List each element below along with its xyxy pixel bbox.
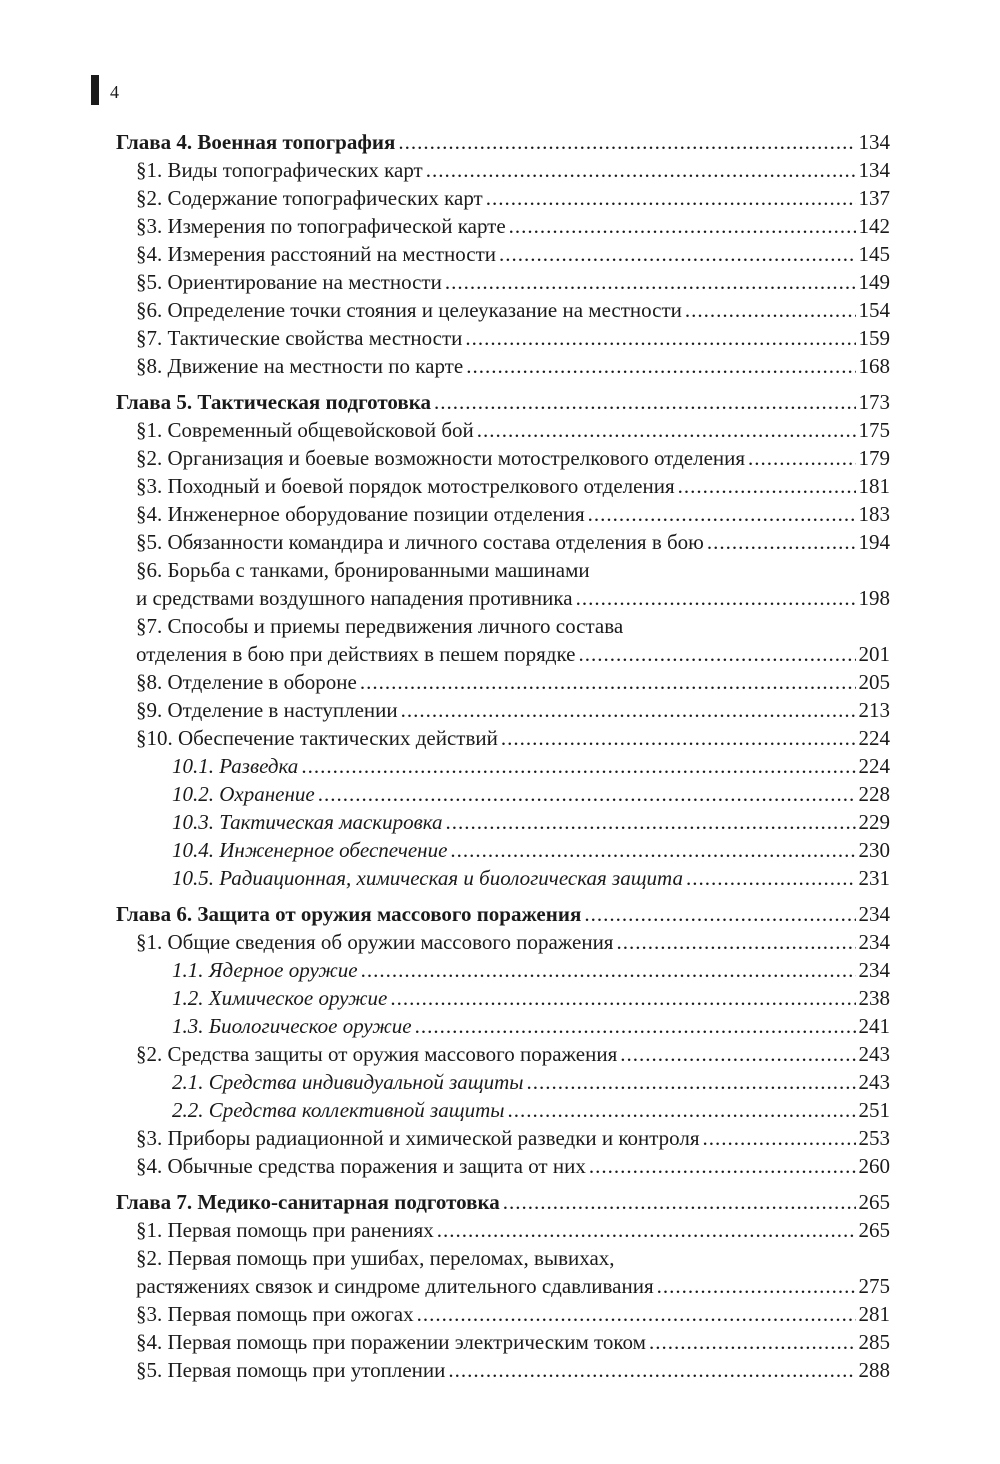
toc-entry-title: §4. Первая помощь при поражении электрическим током bbox=[136, 1330, 646, 1354]
toc-entry-title: Глава 7. Медико-санитарная подготовка bbox=[116, 1190, 500, 1214]
toc-entry-title: Глава 5. Тактическая подготовка bbox=[116, 390, 431, 414]
toc-dot-leader bbox=[398, 128, 855, 156]
toc-chapter-entry[interactable] bbox=[116, 900, 890, 928]
toc-entry-title: §3. Приборы радиационной и химической разведки и контроля bbox=[136, 1126, 700, 1150]
page-marker-bar bbox=[91, 75, 99, 105]
toc-section-entry[interactable] bbox=[116, 612, 890, 640]
toc-page-number: 159 bbox=[858, 326, 890, 350]
toc-section-entry[interactable] bbox=[116, 184, 890, 212]
toc-page-number: 238 bbox=[858, 986, 890, 1010]
toc-dot-leader bbox=[434, 388, 856, 416]
toc-page-number: 234 bbox=[858, 930, 890, 954]
toc-section-entry[interactable] bbox=[116, 556, 890, 584]
toc-dot-leader bbox=[448, 1356, 855, 1384]
toc-dot-leader bbox=[361, 956, 856, 984]
toc-section-entry[interactable] bbox=[116, 500, 890, 528]
toc-page-number: 224 bbox=[858, 726, 890, 750]
toc-chapter-entry[interactable] bbox=[116, 388, 890, 416]
toc-chapter-entry[interactable] bbox=[116, 128, 890, 156]
toc-section-entry[interactable] bbox=[116, 352, 890, 380]
table-of-contents bbox=[116, 128, 890, 1384]
toc-dot-leader bbox=[450, 836, 855, 864]
toc-dot-leader bbox=[707, 528, 856, 556]
toc-dot-leader bbox=[509, 212, 856, 240]
toc-dot-leader bbox=[507, 1096, 855, 1124]
toc-section-entry[interactable] bbox=[116, 640, 890, 668]
toc-page-number: 251 bbox=[858, 1098, 890, 1122]
toc-dot-leader bbox=[437, 1216, 856, 1244]
toc-page-number: 265 bbox=[858, 1190, 890, 1214]
toc-section-entry[interactable] bbox=[116, 324, 890, 352]
toc-dot-leader bbox=[301, 752, 855, 780]
toc-section-entry[interactable] bbox=[116, 584, 890, 612]
toc-entry-title: §3. Походный и боевой порядок мотострелкового отделения bbox=[136, 474, 675, 498]
toc-entry-title: §1. Общие сведения об оружии массового поражения bbox=[136, 930, 614, 954]
toc-entry-title: §5. Ориентирование на местности bbox=[136, 270, 442, 294]
toc-entry-title: Глава 4. Военная топография bbox=[116, 130, 396, 154]
toc-entry-title: §10. Обеспечение тактических действий bbox=[136, 726, 498, 750]
toc-dot-leader bbox=[576, 584, 856, 612]
toc-entry-title: §4. Измерения расстояний на местности bbox=[136, 242, 497, 266]
toc-dot-leader bbox=[465, 324, 855, 352]
toc-dot-leader bbox=[616, 928, 855, 956]
toc-page-number: 228 bbox=[858, 782, 890, 806]
toc-entry-title: растяжениях связок и синдроме длительного сдавливания bbox=[136, 1274, 654, 1298]
toc-section-entry[interactable] bbox=[116, 724, 890, 752]
toc-dot-leader bbox=[466, 352, 855, 380]
toc-page-number: 213 bbox=[858, 698, 890, 722]
toc-section-entry[interactable] bbox=[116, 1216, 890, 1244]
toc-entry-title: 10.4. Инженерное обеспечение bbox=[172, 838, 448, 862]
toc-section-entry[interactable] bbox=[116, 416, 890, 444]
toc-page-number: 137 bbox=[858, 186, 890, 210]
toc-entry-title: §3. Измерения по топографической карте bbox=[136, 214, 506, 238]
toc-subsection-entry[interactable] bbox=[116, 780, 890, 808]
toc-subsection-entry[interactable] bbox=[116, 864, 890, 892]
toc-page-number: 142 bbox=[858, 214, 890, 238]
toc-entry-title: 1.2. Химическое оружие bbox=[172, 986, 388, 1010]
toc-dot-leader bbox=[620, 1040, 855, 1068]
toc-page-number: 243 bbox=[858, 1042, 890, 1066]
toc-entry-title: и средствами воздушного нападения противника bbox=[136, 586, 573, 610]
toc-entry-title: §5. Обязанности командира и личного состава отделения в бою bbox=[136, 530, 704, 554]
toc-section-entry[interactable] bbox=[116, 212, 890, 240]
toc-page-number: 183 bbox=[858, 502, 890, 526]
toc-dot-leader bbox=[657, 1272, 856, 1300]
toc-dot-leader bbox=[318, 780, 856, 808]
toc-section-entry[interactable] bbox=[116, 528, 890, 556]
toc-page-number: 168 bbox=[858, 354, 890, 378]
toc-entry-title: §1. Первая помощь при ранениях bbox=[136, 1218, 434, 1242]
toc-page-number: 198 bbox=[858, 586, 890, 610]
toc-entry-title: 1.1. Ядерное оружие bbox=[172, 958, 358, 982]
toc-page-number: 234 bbox=[858, 958, 890, 982]
toc-entry-title: §2. Средства защиты от оружия массового поражения bbox=[136, 1042, 618, 1066]
toc-dot-leader bbox=[649, 1328, 856, 1356]
toc-dot-leader bbox=[426, 156, 856, 184]
toc-dot-leader bbox=[584, 900, 855, 928]
toc-section-entry[interactable] bbox=[116, 1124, 890, 1152]
toc-page-number: 275 bbox=[858, 1274, 890, 1298]
toc-page-number: 229 bbox=[858, 810, 890, 834]
toc-section-entry[interactable] bbox=[116, 1328, 890, 1356]
toc-entry-title: §6. Борьба с танками, бронированными машинами bbox=[136, 558, 590, 582]
toc-section-entry[interactable] bbox=[116, 1272, 890, 1300]
toc-entry-title: §2. Первая помощь при ушибах, переломах, вывихах, bbox=[136, 1246, 615, 1270]
toc-dot-leader bbox=[417, 1300, 856, 1328]
toc-dot-leader bbox=[703, 1124, 856, 1152]
toc-page-number: 243 bbox=[858, 1070, 890, 1094]
toc-entry-title: §8. Отделение в обороне bbox=[136, 670, 357, 694]
toc-subsection-entry[interactable] bbox=[116, 808, 890, 836]
toc-subsection-entry[interactable] bbox=[116, 1068, 890, 1096]
toc-dot-leader bbox=[686, 864, 856, 892]
toc-section-entry[interactable] bbox=[116, 444, 890, 472]
toc-page-number: 234 bbox=[858, 902, 890, 926]
toc-entry-title: 10.5. Радиационная, химическая и биологическая защита bbox=[172, 866, 683, 890]
toc-dot-leader bbox=[446, 808, 856, 836]
toc-entry-title: 10.1. Разведка bbox=[172, 754, 299, 778]
toc-entry-title: §5. Первая помощь при утоплении bbox=[136, 1358, 446, 1382]
toc-section-entry[interactable] bbox=[116, 472, 890, 500]
toc-entry-title: §3. Первая помощь при ожогах bbox=[136, 1302, 414, 1326]
toc-entry-title: §1. Современный общевойсковой бой bbox=[136, 418, 474, 442]
toc-dot-leader bbox=[503, 1188, 856, 1216]
toc-page-number: 288 bbox=[858, 1358, 890, 1382]
toc-page-number: 231 bbox=[858, 866, 890, 890]
toc-dot-leader bbox=[678, 472, 856, 500]
toc-entry-title: §4. Инженерное оборудование позиции отделения bbox=[136, 502, 585, 526]
toc-entry-title: §8. Движение на местности по карте bbox=[136, 354, 464, 378]
toc-page-number: 145 bbox=[858, 242, 890, 266]
toc-page-number: 134 bbox=[858, 130, 890, 154]
toc-entry-title: 10.2. Охранение bbox=[172, 782, 315, 806]
toc-chapter-entry[interactable] bbox=[116, 1188, 890, 1216]
toc-entry-title: §7. Тактические свойства местности bbox=[136, 326, 463, 350]
toc-page-number: 134 bbox=[858, 158, 890, 182]
toc-page-number: 173 bbox=[858, 390, 890, 414]
toc-page-number: 253 bbox=[858, 1126, 890, 1150]
toc-dot-leader bbox=[477, 416, 856, 444]
toc-section-entry[interactable] bbox=[116, 1244, 890, 1272]
toc-page-number: 175 bbox=[858, 418, 890, 442]
toc-entry-title: §1. Виды топографических карт bbox=[136, 158, 423, 182]
toc-entry-title: 1.3. Биологическое оружие bbox=[172, 1014, 412, 1038]
toc-dot-leader bbox=[589, 1152, 856, 1180]
toc-entry-title: §4. Обычные средства поражения и защита от них bbox=[136, 1154, 586, 1178]
toc-page-number: 224 bbox=[858, 754, 890, 778]
toc-subsection-entry[interactable] bbox=[116, 1096, 890, 1124]
toc-page-number: 241 bbox=[858, 1014, 890, 1038]
toc-dot-leader bbox=[501, 724, 856, 752]
toc-page-number: 181 bbox=[858, 474, 890, 498]
toc-section-entry[interactable] bbox=[116, 1356, 890, 1384]
toc-page-number: 260 bbox=[858, 1154, 890, 1178]
toc-entry-title: 2.1. Средства индивидуальной защиты bbox=[172, 1070, 524, 1094]
toc-dot-leader bbox=[445, 268, 856, 296]
toc-page-number: 179 bbox=[858, 446, 890, 470]
page-number: 4 bbox=[110, 82, 119, 102]
toc-subsection-entry[interactable] bbox=[116, 836, 890, 864]
toc-entry-title: §2. Содержание топографических карт bbox=[136, 186, 483, 210]
toc-page-number: 154 bbox=[858, 298, 890, 322]
toc-page-number: 201 bbox=[858, 642, 890, 666]
toc-section-entry[interactable] bbox=[116, 696, 890, 724]
toc-dot-leader bbox=[360, 668, 856, 696]
toc-section-entry[interactable] bbox=[116, 1040, 890, 1068]
toc-section-entry[interactable] bbox=[116, 240, 890, 268]
toc-entry-title: §7. Способы и приемы передвижения личного состава bbox=[136, 614, 624, 638]
toc-page-number: 230 bbox=[858, 838, 890, 862]
toc-dot-leader bbox=[588, 500, 856, 528]
toc-page-number: 281 bbox=[858, 1302, 890, 1326]
toc-entry-title: 2.2. Средства коллективной защиты bbox=[172, 1098, 505, 1122]
toc-dot-leader bbox=[685, 296, 856, 324]
toc-dot-leader bbox=[415, 1012, 856, 1040]
toc-page-number: 149 bbox=[858, 270, 890, 294]
toc-dot-leader bbox=[748, 444, 855, 472]
toc-page-number: 285 bbox=[858, 1330, 890, 1354]
toc-entry-title: отделения в бою при действиях в пешем порядке bbox=[136, 642, 576, 666]
toc-section-entry[interactable] bbox=[116, 1300, 890, 1328]
toc-section-entry[interactable] bbox=[116, 928, 890, 956]
toc-dot-leader bbox=[578, 640, 855, 668]
toc-page-number: 265 bbox=[858, 1218, 890, 1242]
toc-entry-title: Глава 6. Защита от оружия массового поражения bbox=[116, 902, 582, 926]
toc-dot-leader bbox=[401, 696, 856, 724]
toc-entry-title: 10.3. Тактическая маскировка bbox=[172, 810, 443, 834]
toc-section-entry[interactable] bbox=[116, 268, 890, 296]
toc-subsection-entry[interactable] bbox=[116, 752, 890, 780]
toc-dot-leader bbox=[499, 240, 855, 268]
toc-subsection-entry[interactable] bbox=[116, 1012, 890, 1040]
toc-section-entry[interactable] bbox=[116, 1152, 890, 1180]
toc-dot-leader bbox=[486, 184, 856, 212]
toc-entry-title: §2. Организация и боевые возможности мотострелкового отделения bbox=[136, 446, 746, 470]
toc-entry-title: §6. Определение точки стояния и целеуказание на местности bbox=[136, 298, 682, 322]
toc-page-number: 194 bbox=[858, 530, 890, 554]
toc-subsection-entry[interactable] bbox=[116, 984, 890, 1012]
toc-entry-title: §9. Отделение в наступлении bbox=[136, 698, 398, 722]
toc-section-entry[interactable] bbox=[116, 156, 890, 184]
toc-section-entry[interactable] bbox=[116, 296, 890, 324]
toc-dot-leader bbox=[390, 984, 855, 1012]
toc-section-entry[interactable] bbox=[116, 668, 890, 696]
toc-page-number: 205 bbox=[858, 670, 890, 694]
toc-subsection-entry[interactable] bbox=[116, 956, 890, 984]
toc-dot-leader bbox=[527, 1068, 856, 1096]
